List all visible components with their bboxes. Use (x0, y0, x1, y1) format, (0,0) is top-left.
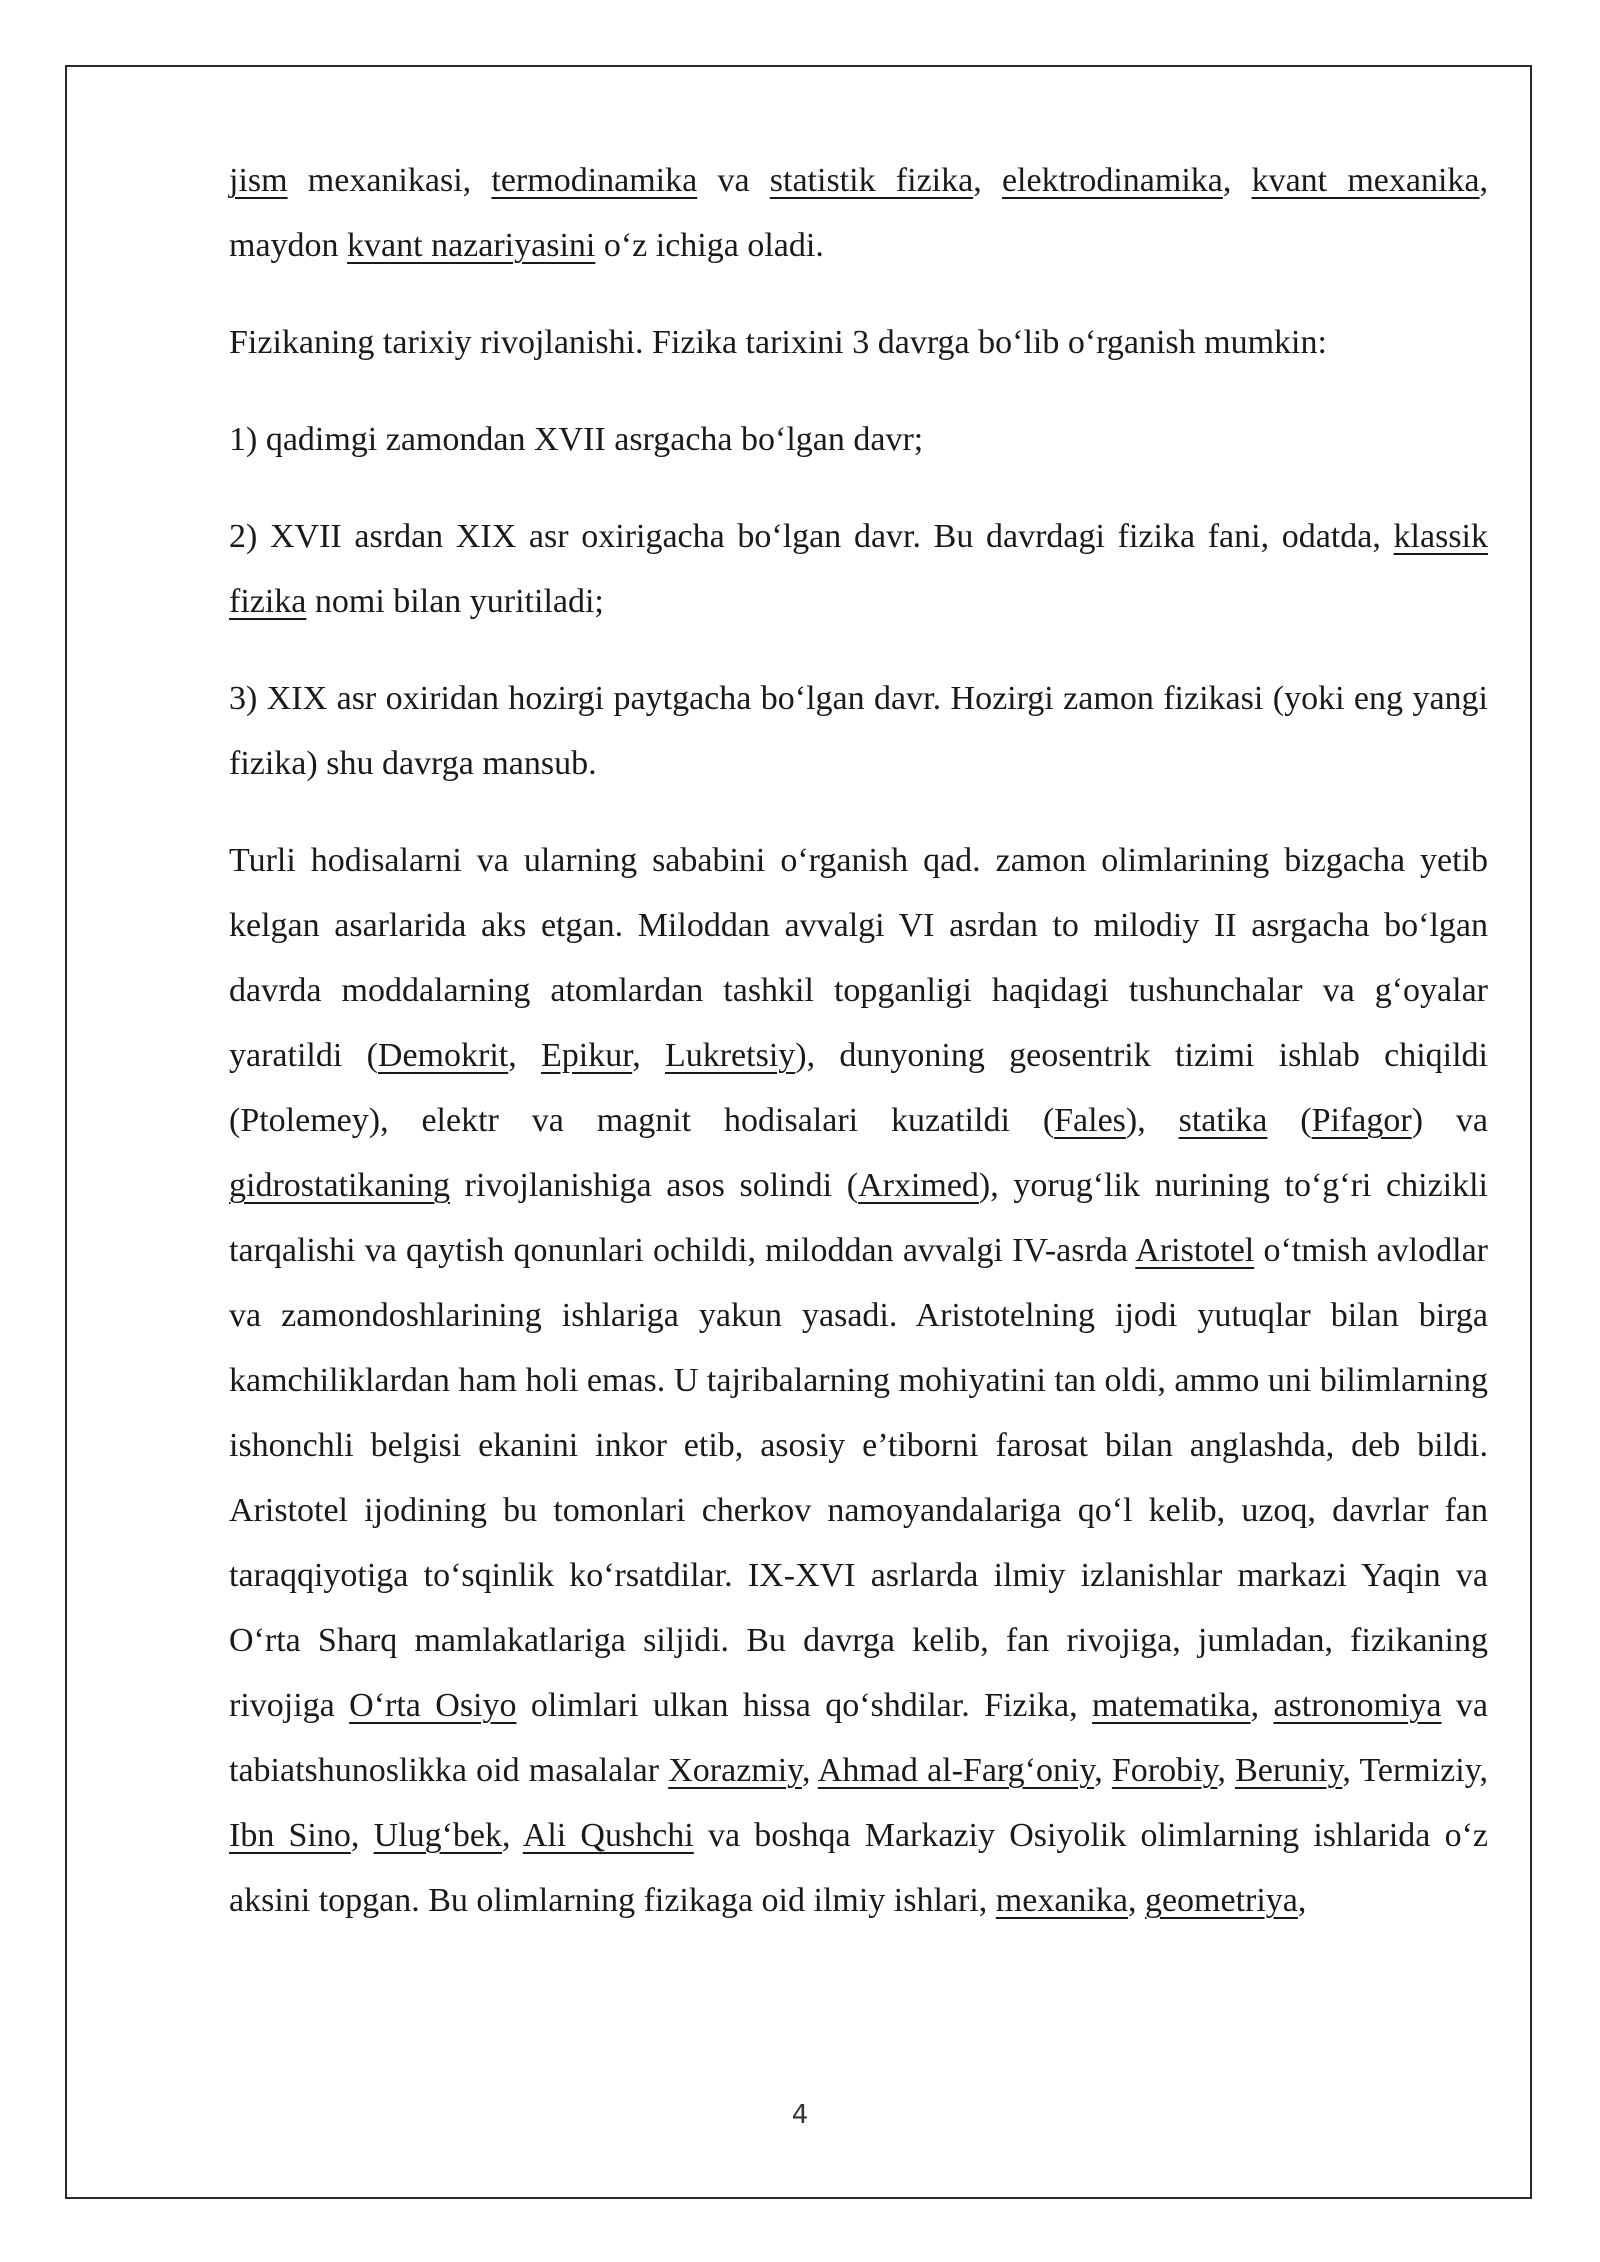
paragraph (229, 828, 1488, 1933)
text-run: mexanikasi, (287, 162, 492, 199)
hyperlink[interactable]: Forobiy (1111, 1752, 1218, 1789)
hyperlink[interactable]: jism (229, 162, 288, 199)
hyperlink[interactable]: Ali Qushchi (522, 1817, 694, 1854)
paragraph (229, 310, 1488, 375)
text-run: , (501, 1817, 523, 1854)
hyperlink[interactable]: gidrostatikaning (229, 1167, 450, 1204)
text-run: , (1217, 1752, 1236, 1789)
paragraph (229, 148, 1488, 278)
hyperlink[interactable]: Fales (1054, 1102, 1126, 1139)
hyperlink[interactable]: astronomiya (1273, 1687, 1442, 1724)
hyperlink[interactable]: Aristotel (1135, 1232, 1255, 1269)
text-run: Fizikaning tarixiy rivojlanishi. Fizika tarixini 3 davrga bo‘lib o‘rganish mumkin: (229, 324, 1327, 361)
text-run: 3) XIX asr oxiridan hozirgi paytgacha bo‘lgan davr. Hozirgi zamon fizikasi (yoki eng yangi fizika) shu davrga mansub. (229, 680, 1488, 782)
hyperlink[interactable]: termodinamika (491, 162, 698, 199)
hyperlink[interactable]: klassik fizika (229, 518, 1488, 620)
text-run: ( (1267, 1102, 1312, 1139)
text-run: , (350, 1817, 374, 1854)
hyperlink[interactable]: Demokrit (377, 1037, 509, 1074)
paragraph (229, 504, 1488, 634)
hyperlink[interactable]: kvant nazariyasini (347, 227, 596, 264)
text-run: , (1222, 162, 1252, 199)
text-run: Turli hodisalarni va ularning sababini o‘rganish qad. zamon olimlarining bizgacha yetib kelgan asarlarida aks etgan. Miloddan avvalgi VI asrdan to milodiy II asrgacha bo‘lgan davrda moddalarning atomlardan tashkil topganligi haqidagi tushunchalar va g‘oyalar yaratildi ( (229, 842, 1488, 1074)
hyperlink[interactable]: Arximed (858, 1167, 979, 1204)
text-run: ), (1125, 1102, 1179, 1139)
hyperlink[interactable]: mexanika (995, 1882, 1128, 1919)
paragraph (229, 666, 1488, 796)
hyperlink[interactable]: Xorazmiy (668, 1752, 802, 1789)
page-number: 4 (791, 2100, 809, 2130)
hyperlink[interactable]: matematika (1091, 1687, 1251, 1724)
hyperlink[interactable]: statistik fizika (769, 162, 974, 199)
text-run: o‘z ichiga oladi. (595, 227, 824, 264)
hyperlink[interactable]: Pifagor (1311, 1102, 1412, 1139)
text-run: , (1250, 1687, 1274, 1724)
text-run: , (508, 1037, 541, 1074)
text-run: , (973, 162, 1002, 199)
text-run: va (697, 162, 770, 199)
text-run: o‘tmish avlodlar va zamondoshlarining ishlariga yakun yasadi. Aristotelning ijodi yutuqlar bilan birga kamchiliklardan ham holi emas. U tajribalarning mohiyatini tan oldi, ammo uni bilimlarning ishonchli belgisi ekanini inkor etib, asosiy e’tiborni farosat bilan anglashda, deb bildi. Aristotel ijodining bu tomonlari cherkov namoyandalariga qo‘l kelib, uzoq, davrlar fan taraqqiyotiga to‘sqinlik ko‘rsatdilar. IX-XVI asrlarda ilmiy izlanishlar markazi Yaqin va O‘rta Sharq mamlakatlariga siljidi. Bu davrga kelib, fan rivojiga, jumladan, fizikaning rivojiga (229, 1232, 1488, 1724)
text-run: 2) XVII asrdan XIX asr oxirigacha bo‘lgan davr. Bu davrdagi fizika fani, odatda, (229, 518, 1394, 555)
text-run: , (1297, 1882, 1307, 1919)
hyperlink[interactable]: O‘rta Osiyo (349, 1687, 517, 1724)
paragraph (229, 407, 1488, 472)
text-run: , (632, 1037, 665, 1074)
text-run: va boshqa Markaziy Osiyolik olimlarning ishlarida o‘z aksini topgan. Bu olimlarning fizikaga oid ilmiy ishlari, (229, 1817, 1488, 1919)
hyperlink[interactable]: geometriya (1144, 1882, 1298, 1919)
hyperlink[interactable]: Ahmad al-Farg‘oniy (817, 1752, 1095, 1789)
hyperlink[interactable]: Epikur (541, 1037, 633, 1074)
text-run: rivojlanishiga asos solindi ( (449, 1167, 859, 1204)
hyperlink[interactable]: kvant mexanika (1251, 162, 1480, 199)
hyperlink[interactable]: Lukretsiy (664, 1037, 796, 1074)
hyperlink[interactable]: Beruniy (1235, 1752, 1343, 1789)
hyperlink[interactable]: Ulug‘bek (373, 1817, 502, 1854)
text-run: , (1127, 1882, 1145, 1919)
text-run: va tabiatshunoslikka oid masalalar (229, 1687, 1489, 1789)
document-body (229, 148, 1488, 1965)
text-run: ) va (1411, 1102, 1488, 1139)
text-run: olimlari ulkan hissa qo‘shdilar. Fizika, (516, 1687, 1092, 1724)
text-run: nomi bilan yuritiladi; (306, 583, 604, 620)
text-run: 1) qadimgi zamondan XVII asrgacha bo‘lgan davr; (229, 421, 924, 458)
hyperlink[interactable]: statika (1178, 1102, 1268, 1139)
text-run: , Termiziy, (1342, 1752, 1489, 1789)
text-run: , (1094, 1752, 1112, 1789)
hyperlink[interactable]: Ibn Sino (229, 1817, 351, 1854)
text-run: ), dunyoning geosentrik tizimi ishlab chiqildi (Ptolemey), elektr va magnit hodisalari kuzatildi ( (229, 1037, 1488, 1139)
text-run: , maydon (229, 162, 1489, 264)
text-run: , (801, 1752, 818, 1789)
hyperlink[interactable]: elektrodinamika (1001, 162, 1223, 199)
text-run: ), yorug‘lik nurining to‘g‘ri chizikli tarqalishi va qaytish qonunlari ochildi, miloddan avvalgi IV-asrda (229, 1167, 1488, 1269)
